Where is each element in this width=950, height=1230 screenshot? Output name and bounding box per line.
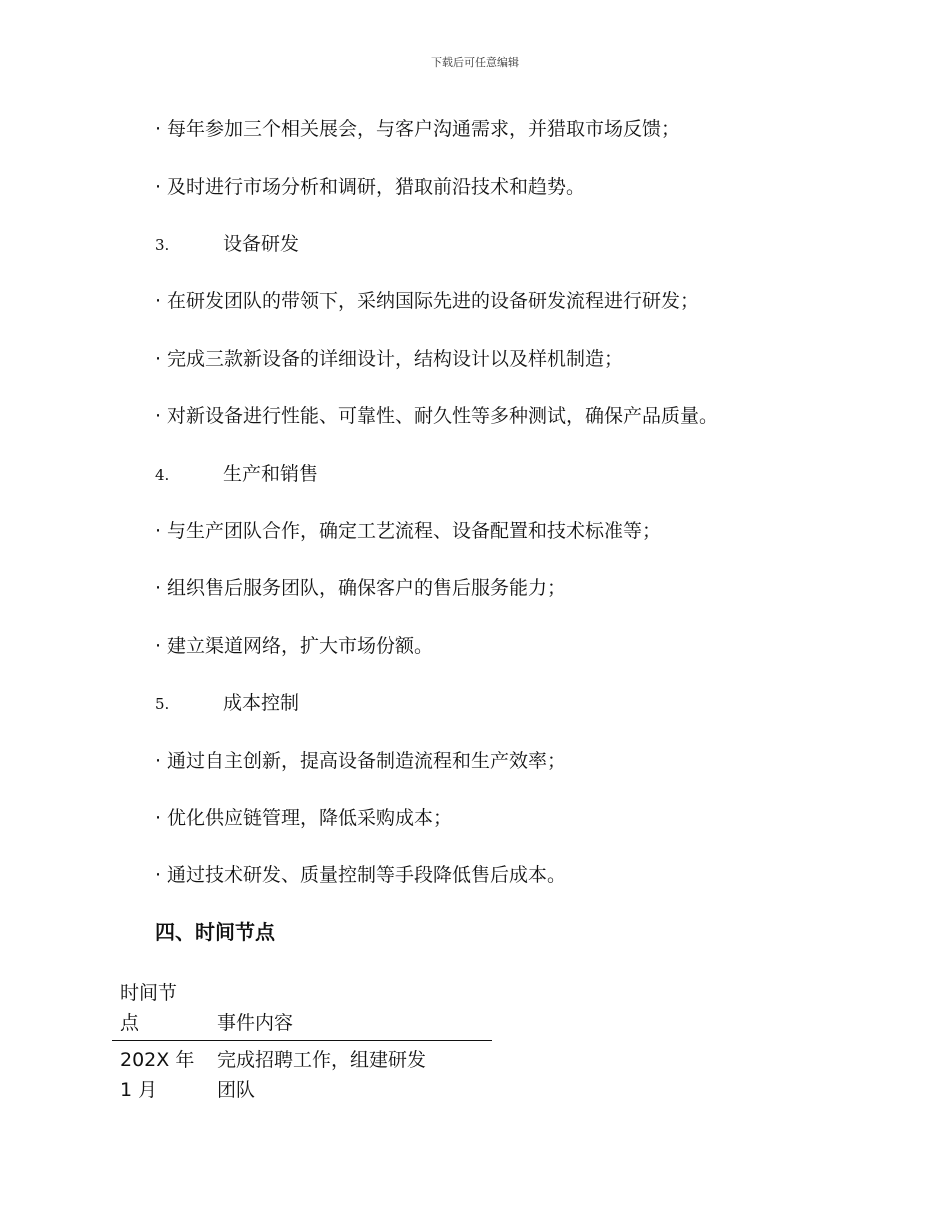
section-number: 5. [155, 695, 170, 713]
bullet-line [155, 116, 680, 142]
bullet-line [155, 403, 718, 429]
table-cell-event-line2: 团队 [217, 1079, 256, 1101]
bullet-text: 建立渠道网络，扩大市场份额。 [167, 635, 434, 657]
timeline-table [112, 978, 492, 1105]
bullet-line [155, 575, 566, 601]
bullet-symbol: · [155, 348, 162, 370]
bullet-text: 完成三款新设备的详细设计，结构设计以及样机制造； [167, 348, 624, 370]
bullet-line [155, 518, 661, 544]
bullet-symbol: · [155, 635, 162, 657]
table-cell-event-line1: 完成招聘工作，组建研发 [217, 1049, 427, 1071]
bullet-text: 在研发团队的带领下，采纳国际先进的设备研发流程进行研发； [167, 290, 700, 312]
section-line [155, 231, 299, 258]
bullet-text: 组织售后服务团队，确保客户的售后服务能力； [167, 577, 567, 599]
bullet-symbol: · [155, 405, 162, 427]
bullet-line [155, 862, 566, 888]
section-title: 生产和销售 [223, 463, 319, 485]
table-header-event-text: 事件内容 [217, 1012, 294, 1034]
table-header-time-line1: 时间节 [120, 982, 178, 1004]
bullet-text: 对新设备进行性能、可靠性、耐久性等多种测试，确保产品质量。 [167, 405, 719, 427]
table-row [112, 1041, 492, 1105]
bullet-symbol: · [155, 118, 162, 140]
section-line [155, 461, 318, 488]
bullet-symbol: · [155, 864, 162, 886]
section-number: 4. [155, 466, 170, 484]
bullet-text: 优化供应链管理，降低采购成本； [167, 807, 453, 829]
bullet-line [155, 748, 566, 774]
section-line [155, 690, 299, 717]
bullet-line [155, 805, 452, 831]
section-heading: 四、时间节点 [155, 920, 275, 944]
table-cell-time [112, 1045, 217, 1105]
bullet-text: 每年参加三个相关展会，与客户沟通需求，并猎取市场反馈； [167, 118, 681, 140]
table-cell-event [217, 1045, 492, 1105]
bullet-text: 与生产团队合作，确定工艺流程、设备配置和技术标准等； [167, 520, 662, 542]
bullet-line [155, 346, 623, 372]
bullet-symbol: · [155, 807, 162, 829]
section-number: 3. [155, 236, 170, 254]
bullet-symbol: · [155, 577, 162, 599]
table-cell-time-line1: 202X 年 [120, 1049, 195, 1071]
table-header-time-line2: 点 [120, 1012, 140, 1034]
table-header-time [112, 978, 217, 1038]
header-note: 下载后可任意编辑 [431, 56, 519, 69]
bullet-line [155, 288, 699, 314]
table-header-row [112, 978, 492, 1041]
section-title: 设备研发 [223, 233, 300, 255]
bullet-symbol: · [155, 750, 162, 772]
bullet-symbol: · [155, 520, 162, 542]
table-header-event [217, 978, 492, 1038]
bullet-line [155, 633, 433, 659]
bullet-symbol: · [155, 290, 162, 312]
bullet-text: 及时进行市场分析和调研，猎取前沿技术和趋势。 [167, 176, 586, 198]
bullet-text: 通过自主创新，提高设备制造流程和生产效率； [167, 750, 567, 772]
section-title: 成本控制 [223, 692, 300, 714]
bullet-symbol: · [155, 176, 162, 198]
bullet-line [155, 174, 585, 200]
bullet-text: 通过技术研发、质量控制等手段降低售后成本。 [167, 864, 567, 886]
table-cell-time-line2: 1 月 [120, 1079, 158, 1101]
